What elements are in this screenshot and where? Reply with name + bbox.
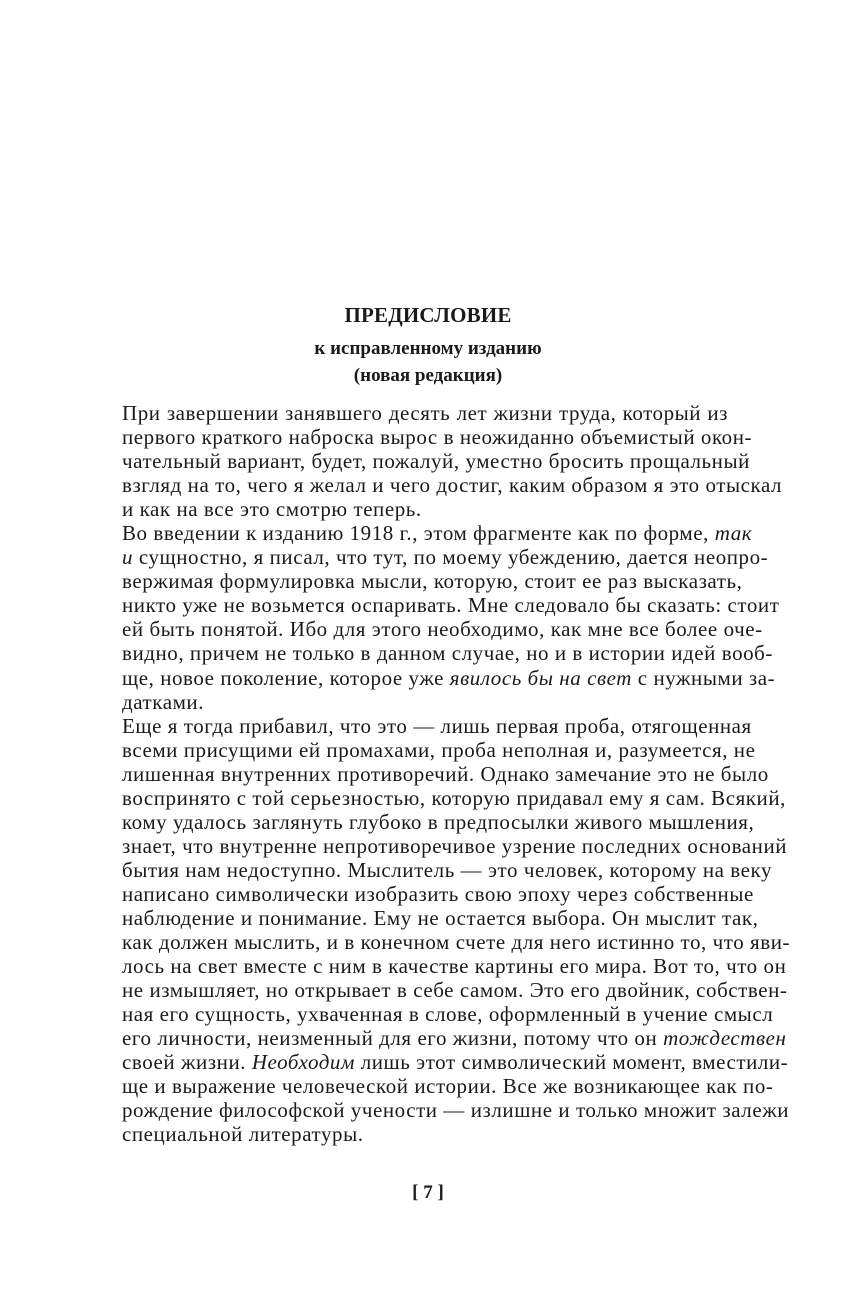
text-line [122, 1098, 790, 1123]
paragraph [122, 401, 783, 522]
text-run: с нужными за- [631, 665, 776, 690]
text-line [122, 809, 755, 834]
text-line [122, 1026, 787, 1051]
italic-text: тождествен [663, 1026, 787, 1051]
text-line [122, 521, 753, 546]
text-run: его личности, неизменный для его жизни, потому что он [122, 1026, 664, 1051]
text-line [122, 930, 791, 955]
text-run: специальной литературы. [122, 1122, 364, 1147]
italic-text: так [714, 521, 753, 546]
text-line [122, 1122, 728, 1146]
text-line [122, 617, 763, 642]
text-run: лишь этот символический момент, вместили- [354, 1050, 789, 1075]
text-run: не измышляет, но открывает в себе самом. Это его двойник, собствен- [122, 978, 788, 1003]
text-line [122, 1002, 774, 1027]
text-run: лишенная внутренних противоречий. Однако замечание это не было [122, 761, 769, 786]
text-run: видно, причем не только в данном случае, но и в истории идей вооб- [122, 641, 773, 666]
text-run: знает, что внутренне непротиворечивое узрение последних оснований [122, 833, 788, 858]
text-line [122, 785, 786, 810]
text-line [122, 881, 754, 906]
text-line [122, 737, 756, 762]
text-run: При завершении занявшего десять лет жизни труда, который из [122, 401, 728, 425]
text-run: Во введении к изданию 1918 г., этом фрагменте как по форме, [122, 521, 715, 546]
text-line [122, 401, 728, 425]
preface-heading [0, 300, 856, 389]
text-run: всеми присущими ей промахами, проба неполная и, разумеется, не [122, 737, 756, 762]
text-run: датками. [122, 689, 205, 714]
text-run: Еще я тогда прибавил, что это — лишь первая проба, отягощенная [122, 713, 752, 738]
text-run: наблюдение и понимание. Ему не остается выбора. Он мыслит так, [122, 905, 759, 930]
paragraph [122, 521, 780, 714]
text-run: как должен мыслить, и в конечном счете для него истинно то, что яви- [122, 930, 791, 955]
subtitle-edition: к исправленному изданию [314, 338, 542, 359]
text-line [122, 833, 788, 858]
text-run: никто уже не возьмется оспаривать. Мне следовало бы сказать: стоит [122, 593, 780, 618]
text-line [122, 665, 776, 690]
text-run: и как на все это смотрю теперь. [122, 497, 422, 522]
text-run: ей быть понятой. Ибо для этого необходимо, как мне все более оче- [122, 617, 763, 642]
text-run: взгляд на то, чего я желал и чего достиг, каким образом я это отыскал [122, 473, 783, 498]
text-line [122, 1074, 774, 1099]
preface-body [122, 401, 791, 1147]
page-title: ПРЕДИСЛОВИЕ [344, 303, 512, 327]
text-line [122, 978, 788, 1003]
text-run: первого краткого наброска вырос в неожиданно объемистый окон- [122, 425, 753, 450]
text-run: написано символически изобразить свою эпоху через собственные [122, 881, 754, 906]
italic-text: Необходим [251, 1050, 355, 1075]
text-run: лось на свет вместе с ним в качестве картины его мира. Вот то, что он [122, 954, 787, 979]
text-line [122, 449, 750, 474]
text-run: своей жизни. [122, 1050, 252, 1075]
text-line [122, 857, 772, 882]
text-line [122, 905, 759, 930]
text-run: ще и выражение человеческой истории. Все же возникающее как по- [122, 1074, 774, 1099]
italic-text: явилось бы на свет [449, 665, 632, 690]
text-run: вержимая формулировка мысли, которую, стоит ее раз высказать, [122, 569, 743, 594]
text-line [122, 545, 769, 570]
text-run: ще, новое поколение, которое уже [122, 665, 450, 690]
text-line [122, 473, 783, 498]
subtitle-note: (новая редакция) [353, 365, 503, 386]
text-run: воспринято с той серьезностью, которую придавал ему я сам. Всякий, [122, 785, 786, 810]
text-line [122, 713, 752, 738]
text-run: бытия нам недоступно. Мыслитель — это человек, которому на веку [122, 857, 772, 882]
text-line [122, 761, 769, 786]
text-line [122, 569, 743, 594]
text-run: кому удалось заглянуть глубоко в предпосылки живого мышления, [122, 809, 755, 834]
text-run: ная его сущность, ухваченная в слове, оформленный в учение смысл [122, 1002, 774, 1027]
text-line [122, 1050, 789, 1075]
page-number: [ 7 ] [412, 1182, 444, 1203]
text-line [122, 497, 728, 521]
text-line [122, 593, 780, 618]
text-run: сущностно, я писал, что тут, по моему убеждению, дается неопро- [133, 545, 769, 570]
text-line [122, 641, 773, 666]
text-line [122, 690, 728, 714]
text-run: чательный вариант, будет, пожалуй, уместно бросить прощальный [122, 449, 750, 474]
text-line [122, 954, 787, 979]
text-run: рождение философской учености — излишне и только множит залежи [122, 1098, 790, 1123]
italic-text: и [122, 545, 134, 570]
text-line [122, 425, 753, 450]
paragraph [122, 713, 791, 1147]
